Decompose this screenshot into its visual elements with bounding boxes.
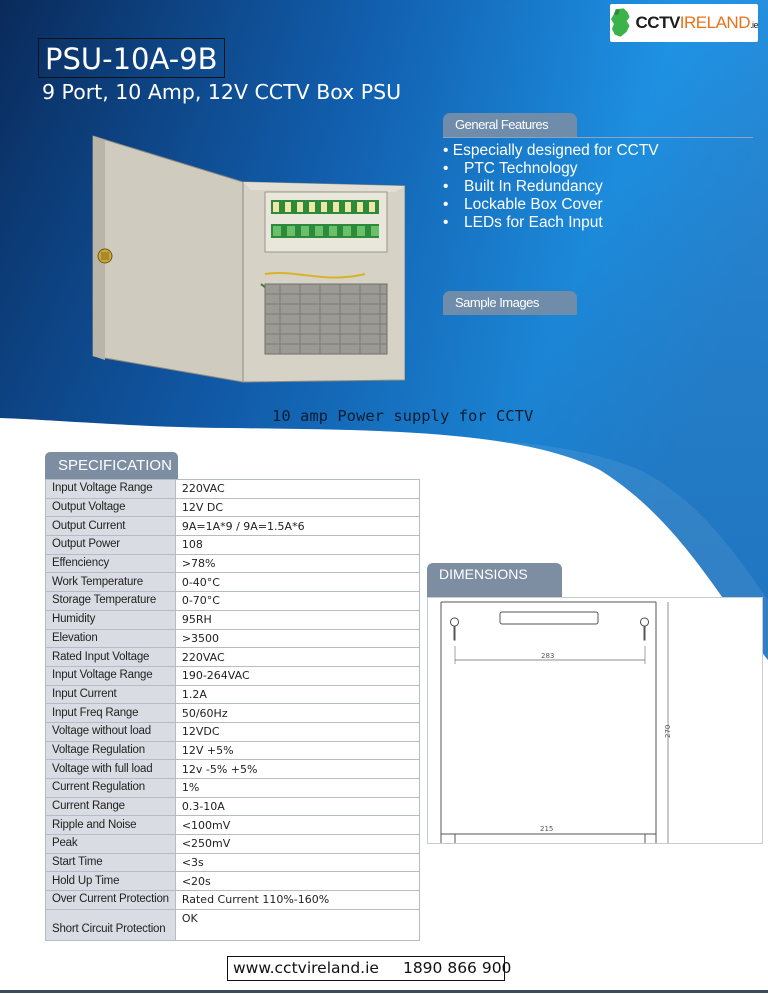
spec-row bbox=[46, 536, 420, 555]
spec-value: <3s bbox=[175, 853, 419, 872]
bullet-icon: • bbox=[443, 196, 449, 213]
spec-row bbox=[46, 835, 420, 854]
bullet-icon: • bbox=[443, 214, 449, 231]
website-link[interactable]: www.cctvireland.ie bbox=[233, 959, 379, 977]
spec-value: 9A=1A*9 / 9A=1.5A*6 bbox=[175, 517, 419, 536]
product-caption: 10 amp Power supply for CCTV bbox=[272, 407, 534, 425]
features-list bbox=[443, 142, 659, 232]
spec-label: Storage Temperature bbox=[46, 592, 176, 611]
spec-value: 0-40°C bbox=[175, 573, 419, 592]
spec-row bbox=[46, 629, 420, 648]
keyhole-right-icon bbox=[641, 618, 649, 640]
spec-row bbox=[46, 554, 420, 573]
spec-value: 50/60Hz bbox=[175, 704, 419, 723]
spec-label: Output Power bbox=[46, 536, 176, 555]
spec-label: Current Range bbox=[46, 797, 176, 816]
spec-row bbox=[46, 610, 420, 629]
bullet-icon: • bbox=[443, 142, 449, 159]
phone-number: 1890 866 900 bbox=[402, 959, 512, 977]
spec-row bbox=[46, 704, 420, 723]
specification-tab: SPECIFICATION bbox=[45, 452, 178, 479]
spec-row bbox=[46, 872, 420, 891]
spec-value: Rated Current 110%-160% bbox=[175, 891, 419, 910]
spec-value: 220VAC bbox=[175, 648, 419, 667]
product-model: PSU-10A-9B bbox=[38, 38, 225, 78]
spec-label: Start Time bbox=[46, 853, 176, 872]
spec-row bbox=[46, 517, 420, 536]
spec-value: 1.2A bbox=[175, 685, 419, 704]
product-subtitle: 9 Port, 10 Amp, 12V CCTV Box PSU bbox=[42, 80, 402, 104]
general-features-tab: General Features bbox=[443, 113, 577, 137]
spec-value: 12V DC bbox=[175, 498, 419, 517]
contact-footer bbox=[227, 956, 512, 981]
bullet-icon: • bbox=[443, 160, 449, 177]
spec-value: <20s bbox=[175, 872, 419, 891]
spec-row bbox=[46, 779, 420, 798]
spec-value: <250mV bbox=[175, 835, 419, 854]
dimension-width-top: 283 bbox=[541, 652, 555, 660]
spec-label: Short Circuit Protection bbox=[46, 909, 176, 940]
spec-row bbox=[46, 722, 420, 741]
spec-label: Voltage without load bbox=[46, 722, 176, 741]
spec-value: 1% bbox=[175, 779, 419, 798]
spec-row bbox=[46, 909, 420, 940]
spec-row bbox=[46, 648, 420, 667]
bottom-rule bbox=[0, 990, 768, 993]
bullet-icon: • bbox=[443, 178, 449, 195]
spec-value: 12V +5% bbox=[175, 741, 419, 760]
spec-label: Work Temperature bbox=[46, 573, 176, 592]
spec-row bbox=[46, 592, 420, 611]
spec-row bbox=[46, 853, 420, 872]
spec-row bbox=[46, 891, 420, 910]
keyhole-left-icon bbox=[451, 618, 459, 640]
spec-value: 0-70°C bbox=[175, 592, 419, 611]
spec-label: Humidity bbox=[46, 610, 176, 629]
spec-value: 95RH bbox=[175, 610, 419, 629]
spec-row bbox=[46, 797, 420, 816]
spec-value: >78% bbox=[175, 554, 419, 573]
feature-item: • Lockable Box Cover bbox=[443, 196, 603, 213]
spec-row bbox=[46, 685, 420, 704]
specification-table bbox=[45, 479, 420, 941]
spec-label: Voltage with full load bbox=[46, 760, 176, 779]
dimensions-drawing-frame bbox=[427, 597, 763, 844]
dimension-height: 270 bbox=[664, 724, 672, 738]
spec-label: Peak bbox=[46, 835, 176, 854]
spec-value: OK bbox=[175, 909, 419, 940]
spec-value: 0.3-10A bbox=[175, 797, 419, 816]
spec-row bbox=[46, 498, 420, 517]
product-photo bbox=[65, 134, 405, 384]
spec-row bbox=[46, 480, 420, 499]
dimensions-tab: DIMENSIONS bbox=[427, 563, 562, 597]
spec-row bbox=[46, 760, 420, 779]
spec-label: Input Voltage Range bbox=[46, 666, 176, 685]
spec-label: Elevation bbox=[46, 629, 176, 648]
spec-value: 190-264VAC bbox=[175, 666, 419, 685]
spec-row bbox=[46, 816, 420, 835]
spec-label: Current Regulation bbox=[46, 779, 176, 798]
spec-row bbox=[46, 741, 420, 760]
brand-logo bbox=[610, 4, 758, 42]
spec-value: 220VAC bbox=[175, 480, 419, 499]
spec-label: Rated Input Voltage bbox=[46, 648, 176, 667]
feature-item: • Built In Redundancy bbox=[443, 178, 603, 195]
ireland-map-icon bbox=[610, 7, 632, 39]
spec-value: 12v -5% +5% bbox=[175, 760, 419, 779]
spec-value: 108 bbox=[175, 536, 419, 555]
feature-item: • PTC Technology bbox=[443, 160, 578, 177]
dimension-width-bottom: 215 bbox=[540, 825, 554, 833]
spec-label: Over Current Protection bbox=[46, 891, 176, 910]
features-divider bbox=[443, 137, 753, 138]
spec-label: Voltage Regulation bbox=[46, 741, 176, 760]
spec-row bbox=[46, 573, 420, 592]
dimensions-drawing bbox=[428, 598, 762, 843]
spec-value: <100mV bbox=[175, 816, 419, 835]
spec-row bbox=[46, 666, 420, 685]
spec-label: Effenciency bbox=[46, 554, 176, 573]
spec-value: 12VDC bbox=[175, 722, 419, 741]
brand-name: CCTVIRELAND.ie bbox=[635, 13, 758, 32]
spec-label: Output Voltage bbox=[46, 498, 176, 517]
spec-label: Input Current bbox=[46, 685, 176, 704]
spec-label: Ripple and Noise bbox=[46, 816, 176, 835]
spec-label: Input Freq Range bbox=[46, 704, 176, 723]
spec-value: >3500 bbox=[175, 629, 419, 648]
sample-images-tab: Sample Images bbox=[443, 291, 577, 315]
feature-item: • LEDs for Each Input bbox=[443, 214, 603, 231]
spec-label: Output Current bbox=[46, 517, 176, 536]
spec-label: Hold Up Time bbox=[46, 872, 176, 891]
spec-label: Input Voltage Range bbox=[46, 480, 176, 499]
feature-item: • Especially designed for CCTV bbox=[443, 142, 659, 159]
